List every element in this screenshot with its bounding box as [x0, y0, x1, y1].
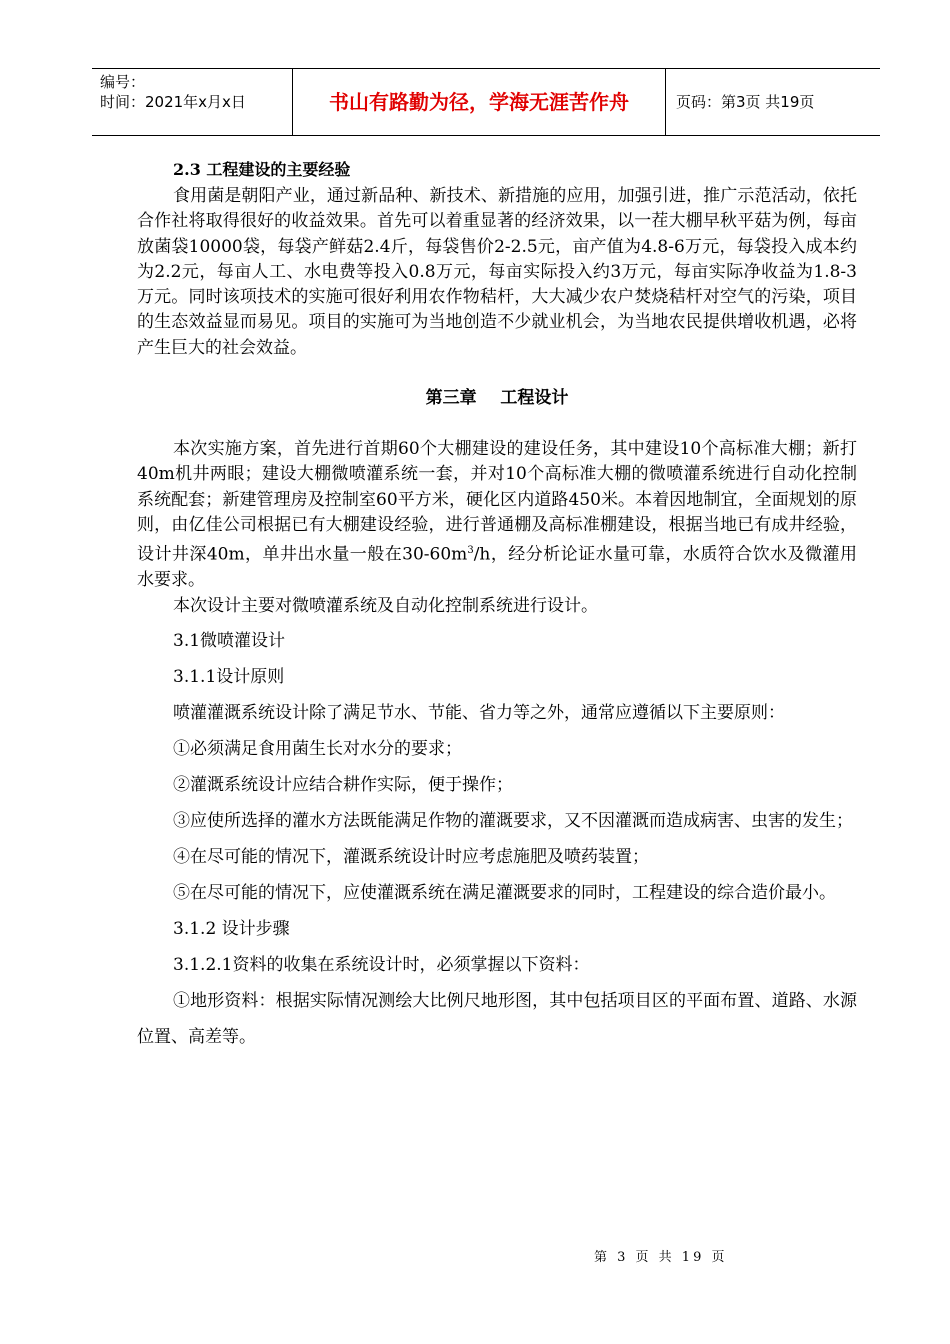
header-motto: 书山有路勤为径，学海无涯苦作舟 [293, 69, 666, 135]
heading-3-1-2-1-text: 资料的收集在系统设计时，必须掌握以下资料： [232, 954, 590, 975]
document-body [137, 156, 857, 1055]
heading-3-1-2-1-number: 3.1.2.1 [173, 954, 233, 975]
intro-text-after-sup: /h，经分析论证水量可靠，水质符合饮水及微灌用水要求。 [137, 544, 857, 591]
heading-3-1-2-1 [137, 947, 857, 983]
header-number-label: 编号： [100, 73, 146, 91]
chapter-intro-paragraph [137, 437, 857, 593]
principle-item-2: ②灌溉系统设计应结合耕作实际，便于操作； [173, 774, 513, 795]
heading-3-1-1: 3.1.1设计原则 [173, 666, 285, 687]
terrain-data-item: ①地形资料：根据实际情况测绘大比例尺地形图，其中包括项目区的平面布置、道路、水源位置、高差等。 [137, 990, 857, 1047]
section-2-3-paragraph: 食用菌是朝阳产业，通过新品种、新技术、新措施的应用，加强引进，推广示范活动，依托合作社将取得很好的收益效果。首先可以着重显著的经济效果，以一茬大棚早秋平菇为例，每亩放菌袋10000袋，每袋产鲜菇2.4斤，每袋售价2-2.5元，亩产值为4.8-6万元，每袋投入成本约为2.2元，每亩人工、水电费等投入0.8万元，每亩实际投入约3万元，每亩实际净收益为1.8-3万元。同时该项技术的实施可很好利用农作物秸杆，大大减少农户焚烧秸杆对空气的污染，项目的生态效益显而易见。项目的实施可为当地创造不少就业机会，为当地农民提供增收机遇，必将产生巨大的社会效益。 [137, 186, 857, 358]
intro-superscript: 3 [467, 545, 474, 557]
design-scope-line: 本次设计主要对微喷灌系统及自动化控制系统进行设计。 [173, 595, 598, 616]
page-header [92, 68, 880, 136]
intro-text-before-sup: 本次实施方案，首先进行首期60个大棚建设的建设任务，其中建设10个高标准大棚；新打40m机井两眼；建设大棚微喷灌系统一套，并对10个高标准大棚的微喷灌系统进行自动化控制系统配套；新建管理房及控制室60平方米，硬化区内道路450米。本着因地制宜，全面规划的原则，由亿佳公司根据已有大棚建设经验，进行普通棚及高标准棚建设，根据当地已有成井经验，设计井深40m，单井出水量一般在30-60m [137, 439, 857, 565]
principle-item-4: ④在尽可能的情况下，灌溉系统设计时应考虑施肥及喷药装置； [173, 846, 649, 867]
principle-item-1: ①必须满足食用菌生长对水分的要求； [173, 738, 462, 759]
principle-item-5: ⑤在尽可能的情况下，应使灌溉系统在满足灌溉要求的同时，工程建设的综合造价最小。 [173, 882, 836, 903]
header-time-label: 时间：2021年x月x日 [100, 93, 246, 111]
header-meta-cell [92, 69, 293, 135]
section-heading-2-3: 2.3 工程建设的主要经验 [173, 160, 351, 179]
header-page-label: 页码：第3页 共19页 [676, 93, 815, 111]
principle-item-3: ③应使所选择的灌水方法既能满足作物的灌溉要求，又不因灌溉而造成病害、虫害的发生； [173, 810, 853, 831]
heading-3-1-2: 3.1.2 设计步骤 [173, 918, 290, 939]
principle-intro: 喷灌灌溉系统设计除了满足节水、节能、省力等之外，通常应遵循以下主要原则： [173, 702, 785, 723]
page-footer: 第 3 页 共 19 页 [594, 1250, 728, 1265]
heading-3-1: 3.1微喷灌设计 [173, 630, 286, 651]
chapter-title: 第三章 工程设计 [425, 388, 569, 409]
